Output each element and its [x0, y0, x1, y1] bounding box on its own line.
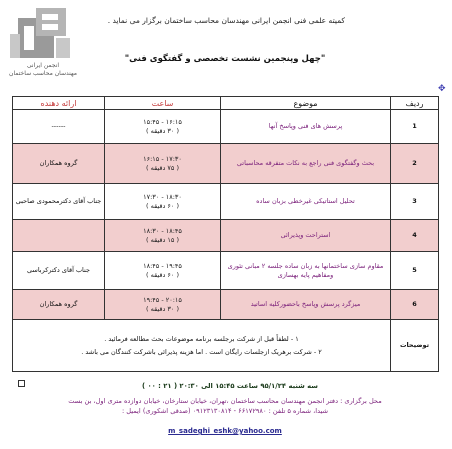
row-topic: پرسش های فنی وپاسخ آنها [221, 110, 391, 144]
row-presenter: گروه همکاران [13, 290, 105, 320]
row-number: 4 [391, 220, 439, 252]
contact-email-link[interactable]: m_sadeghi_eshk@yahoo.com [168, 427, 282, 435]
row-time [105, 110, 221, 144]
intro-line: کمیته علمی فنی انجمن ایرانی مهندسان محاسب ساختمان برگزار می نماید . [107, 16, 345, 25]
row-time-range: ۱۹:۴۵ - ۱۸:۴۵ [143, 261, 182, 270]
row-duration: ( ۳۰ دقیقه ) [146, 304, 179, 313]
table-row [13, 144, 439, 184]
row-duration: ( ۶۰ دقیقه ) [146, 201, 179, 210]
row-topic: مقاوم سازی ساختمانها به زبان ساده جلسه ۲ مبانی تئوری ومفاهیم پایه بهسازی [221, 252, 391, 290]
row-duration: ( ۱۵ دقیقه ) [146, 235, 179, 244]
row-time [105, 184, 221, 220]
row-time [105, 220, 221, 252]
table-row [13, 220, 439, 252]
session-date: سه شنبه ۹۵/۱/۲۴ ساعت ۱۵:۴۵ الی ۲۰:۳۰ ( ۲۱ : ۰۰ ) [142, 382, 318, 390]
row-number: 5 [391, 252, 439, 290]
header-time: ساعت [105, 97, 221, 110]
logo-caption [8, 62, 78, 78]
row-presenter: جناب آقای دکترکرباسی [13, 252, 105, 290]
row-topic: استراحت وپذیرائی [221, 220, 391, 252]
notes-label: توضیحات [391, 320, 439, 372]
row-presenter [13, 220, 105, 252]
row-duration: ( ۳۰ دقیقه ) [146, 126, 179, 135]
notes-cell [13, 320, 391, 372]
schedule-table [12, 96, 439, 372]
row-presenter: جناب آقای دکترمحمودی صاحبی [13, 184, 105, 220]
note-item: ۲ - شرکت برهریک ازجلسات رایگان است . اما هزینه پذیرائی باشرکت کنندگان می باشد . [81, 347, 322, 356]
header-presenter: ارائه دهنده [13, 97, 105, 110]
table-row [13, 290, 439, 320]
row-time-range: ۱۸:۳۰ - ۱۷:۳۰ [143, 192, 182, 201]
row-time [105, 252, 221, 290]
marker-box [18, 380, 25, 387]
venue-address [40, 396, 410, 416]
table-row [13, 110, 439, 144]
row-topic: بحث وگفتگوی فنی راجع به نکات متفرقه محاسباتی [221, 144, 391, 184]
row-topic: میزگرد پرسش وپاسخ باحضورکلیه اساتید [221, 290, 391, 320]
row-number: 3 [391, 184, 439, 220]
table-row [13, 252, 439, 290]
table-header-row [13, 97, 439, 110]
row-number: 2 [391, 144, 439, 184]
row-topic: تحلیل استاتیکی غیرخطی بزبان ساده [221, 184, 391, 220]
row-duration: ( ۶۰ دقیقه ) [146, 270, 179, 279]
row-number: 1 [391, 110, 439, 144]
logo-line1: انجمن ایرانی [26, 62, 60, 69]
page-title: "چهل وپنجمین نشست تخصصی و گفتگوی فنی" [124, 54, 326, 64]
header-radif: ردیف [391, 97, 439, 110]
row-time [105, 144, 221, 184]
row-presenter: ------ [13, 110, 105, 144]
row-number: 6 [391, 290, 439, 320]
note-item: ۱ - لطفاً قبل از شرکت برجلسه برنامه موضوعات بحث مطالعه فرمائید . [104, 334, 299, 343]
row-time-range: ۱۸:۴۵ - ۱۸:۳۰ [143, 226, 182, 235]
row-presenter: گروه همکاران [13, 144, 105, 184]
row-duration: ( ۷۵ دقیقه ) [146, 163, 179, 172]
address-line: شیدا، شماره ۵ تلفن : ۶۶۱۷۲۹۸۰ - ۰۹۱۲۳۱۳۰۸۱۴ (صدقی اشکوری) ایمیل : [121, 407, 329, 415]
row-time [105, 290, 221, 320]
address-line: محل برگزاری : دفتر انجمن مهندسان محاسب ساختمان ،تهران، خیابان ستارخان، خیابان دوازده متری اول، بن بست [68, 397, 382, 405]
move-handle-icon[interactable]: ✥ [438, 84, 446, 94]
row-time-range: ۱۶:۱۵ - ۱۵:۴۵ [143, 117, 182, 126]
row-time-range: ۲۰:۱۵ - ۱۹:۴۵ [143, 295, 182, 304]
header-topic: موضوع [221, 97, 391, 110]
row-time-range: ۱۷:۳۰ - ۱۶:۱۵ [143, 154, 182, 163]
table-row [13, 184, 439, 220]
logo-line2: مهندسان محاسب ساختمان [9, 70, 77, 77]
notes-row [13, 320, 439, 372]
